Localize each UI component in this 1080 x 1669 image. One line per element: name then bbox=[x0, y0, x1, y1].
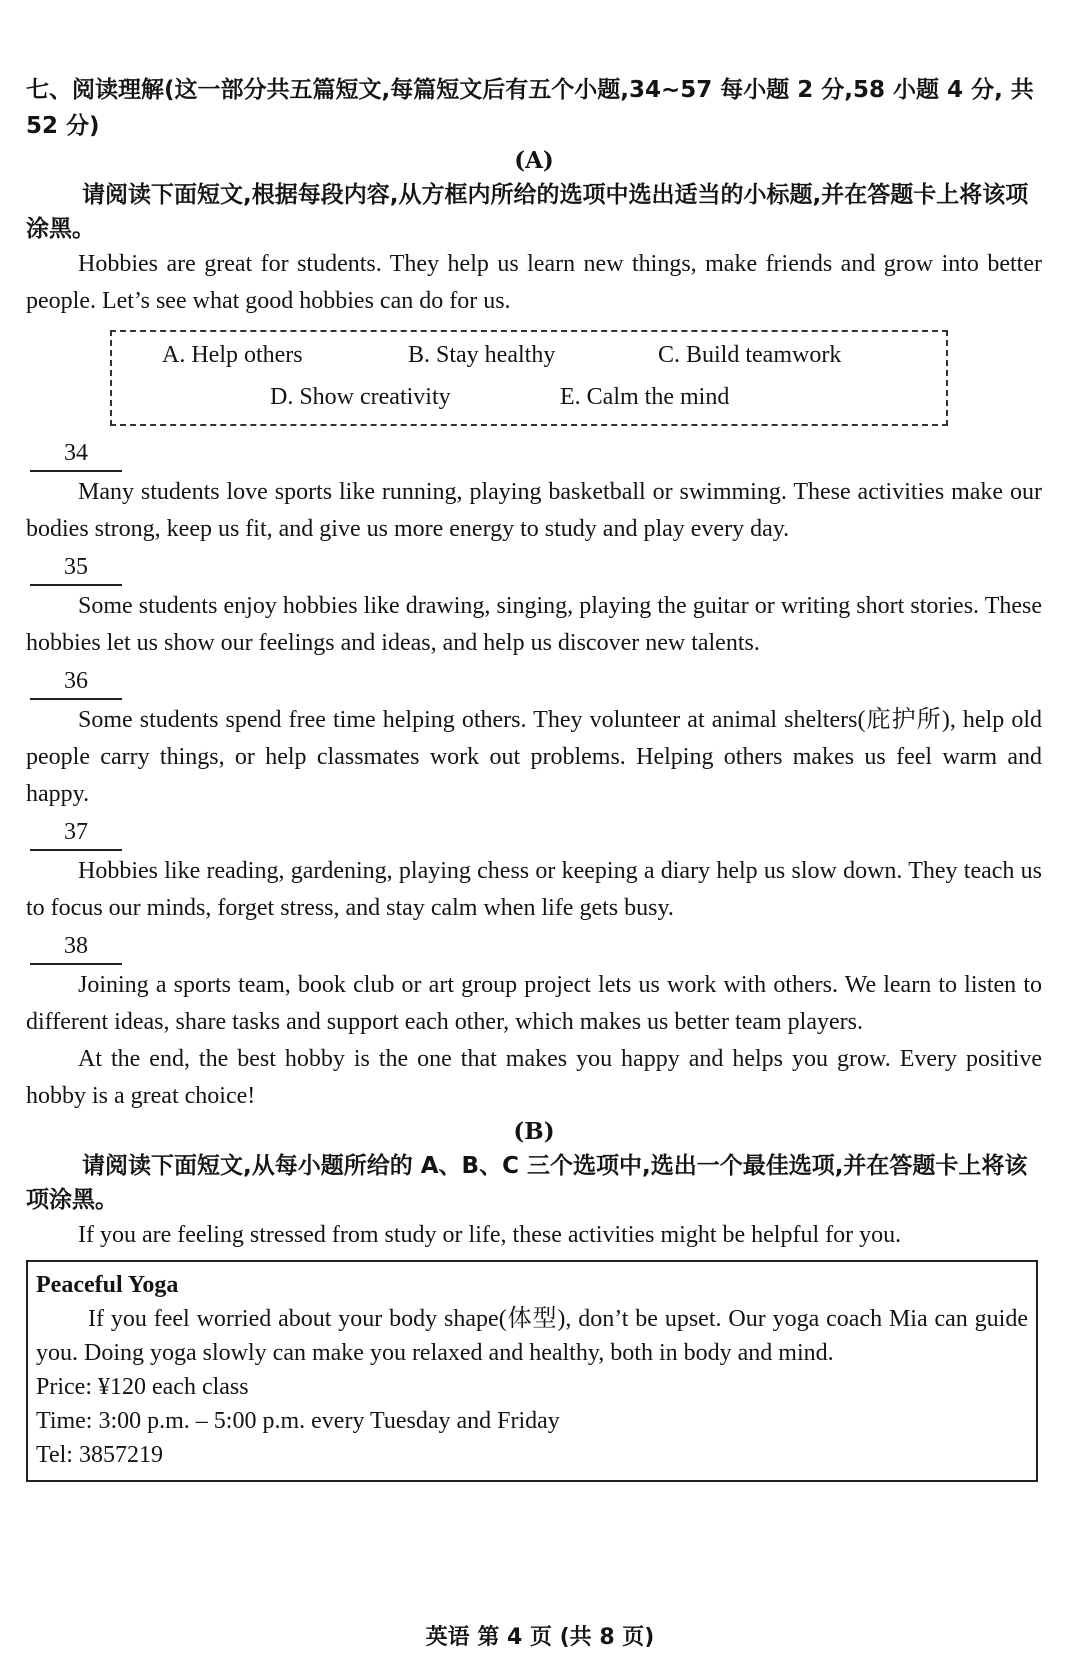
section-b-intro: If you are feeling stressed from study or life, these activities might be helpful for you. bbox=[78, 1222, 902, 1248]
question-36-row bbox=[26, 666, 1042, 702]
question-38-text: Joining a sports team, book club or art group project lets us work with others. We learn to listen to different ideas, share tasks and support each other, which makes us better team players. bbox=[26, 972, 1042, 1035]
question-34-row bbox=[26, 438, 1042, 474]
option-a: A. Help others bbox=[162, 342, 303, 368]
ad-title: Peaceful Yoga bbox=[36, 1272, 179, 1298]
option-e: E. Calm the mind bbox=[560, 384, 730, 410]
ad-text: If you feel worried about your body shape(体型), don’t be upset. Our yoga coach Mia can guide you. Doing yoga slowly can make you relaxed and healthy, both in body and mind. bbox=[36, 1306, 1028, 1366]
option-d: D. Show creativity bbox=[270, 384, 451, 410]
part-heading: 七、阅读理解(这一部分共五篇短文,每篇短文后有五个小题,34~57 每小题 2 分,58 小题 4 分, 共 52 分) bbox=[26, 77, 1034, 139]
question-35-row bbox=[26, 552, 1042, 588]
section-b-instruction: 请阅读下面短文,从每小题所给的 A、B、C 三个选项中,选出一个最佳选项,并在答题卡上将该项涂黑。 bbox=[26, 1153, 1028, 1213]
answer-blank-38: 38 bbox=[30, 931, 122, 965]
question-37-row bbox=[26, 817, 1042, 853]
ad-tel: Tel: 3857219 bbox=[36, 1442, 163, 1468]
question-38-row bbox=[26, 931, 1042, 967]
question-37-text: Hobbies like reading, gardening, playing chess or keeping a diary help us slow down. They teach us to focus our minds, forget stress, and stay calm when life gets busy. bbox=[26, 858, 1042, 921]
option-b: B. Stay healthy bbox=[408, 342, 556, 368]
question-36-text: Some students spend free time helping others. They volunteer at animal shelters(庇护所), help old people carry things, or help classmates work out problems. Helping others makes us feel warm and happy. bbox=[26, 707, 1042, 807]
ad-price: Price: ¥120 each class bbox=[36, 1374, 249, 1400]
section-b-label: (B) bbox=[513, 1118, 555, 1145]
options-box bbox=[110, 330, 948, 426]
answer-blank-36: 36 bbox=[30, 666, 122, 700]
question-34-text: Many students love sports like running, playing basketball or swimming. These activities make our bodies strong, keep us fit, and give us more energy to study and play every day. bbox=[26, 479, 1042, 542]
question-35-text: Some students enjoy hobbies like drawing, singing, playing the guitar or writing short stories. These hobbies let us show our feelings and ideas, and help us discover new talents. bbox=[26, 593, 1042, 656]
answer-blank-35: 35 bbox=[30, 552, 122, 586]
answer-blank-37: 37 bbox=[30, 817, 122, 851]
section-a-label: (A) bbox=[514, 147, 554, 174]
section-a-intro: Hobbies are great for students. They help us learn new things, make friends and grow into better people. Let’s see what good hobbies can do for us. bbox=[26, 251, 1042, 314]
answer-blank-34: 34 bbox=[30, 438, 122, 472]
section-a-instruction: 请阅读下面短文,根据每段内容,从方框内所给的选项中选出适当的小标题,并在答题卡上将该项涂黑。 bbox=[26, 182, 1029, 242]
page-footer: 英语 第 4 页 (共 8 页) bbox=[425, 1625, 655, 1650]
ad-time: Time: 3:00 p.m. – 5:00 p.m. every Tuesday and Friday bbox=[36, 1408, 560, 1434]
exam-page bbox=[26, 72, 1042, 1482]
section-a-conclusion: At the end, the best hobby is the one that makes you happy and helps you grow. Every positive hobby is a great choice! bbox=[26, 1046, 1042, 1109]
option-c: C. Build teamwork bbox=[658, 342, 842, 368]
yoga-ad-box bbox=[26, 1260, 1038, 1482]
